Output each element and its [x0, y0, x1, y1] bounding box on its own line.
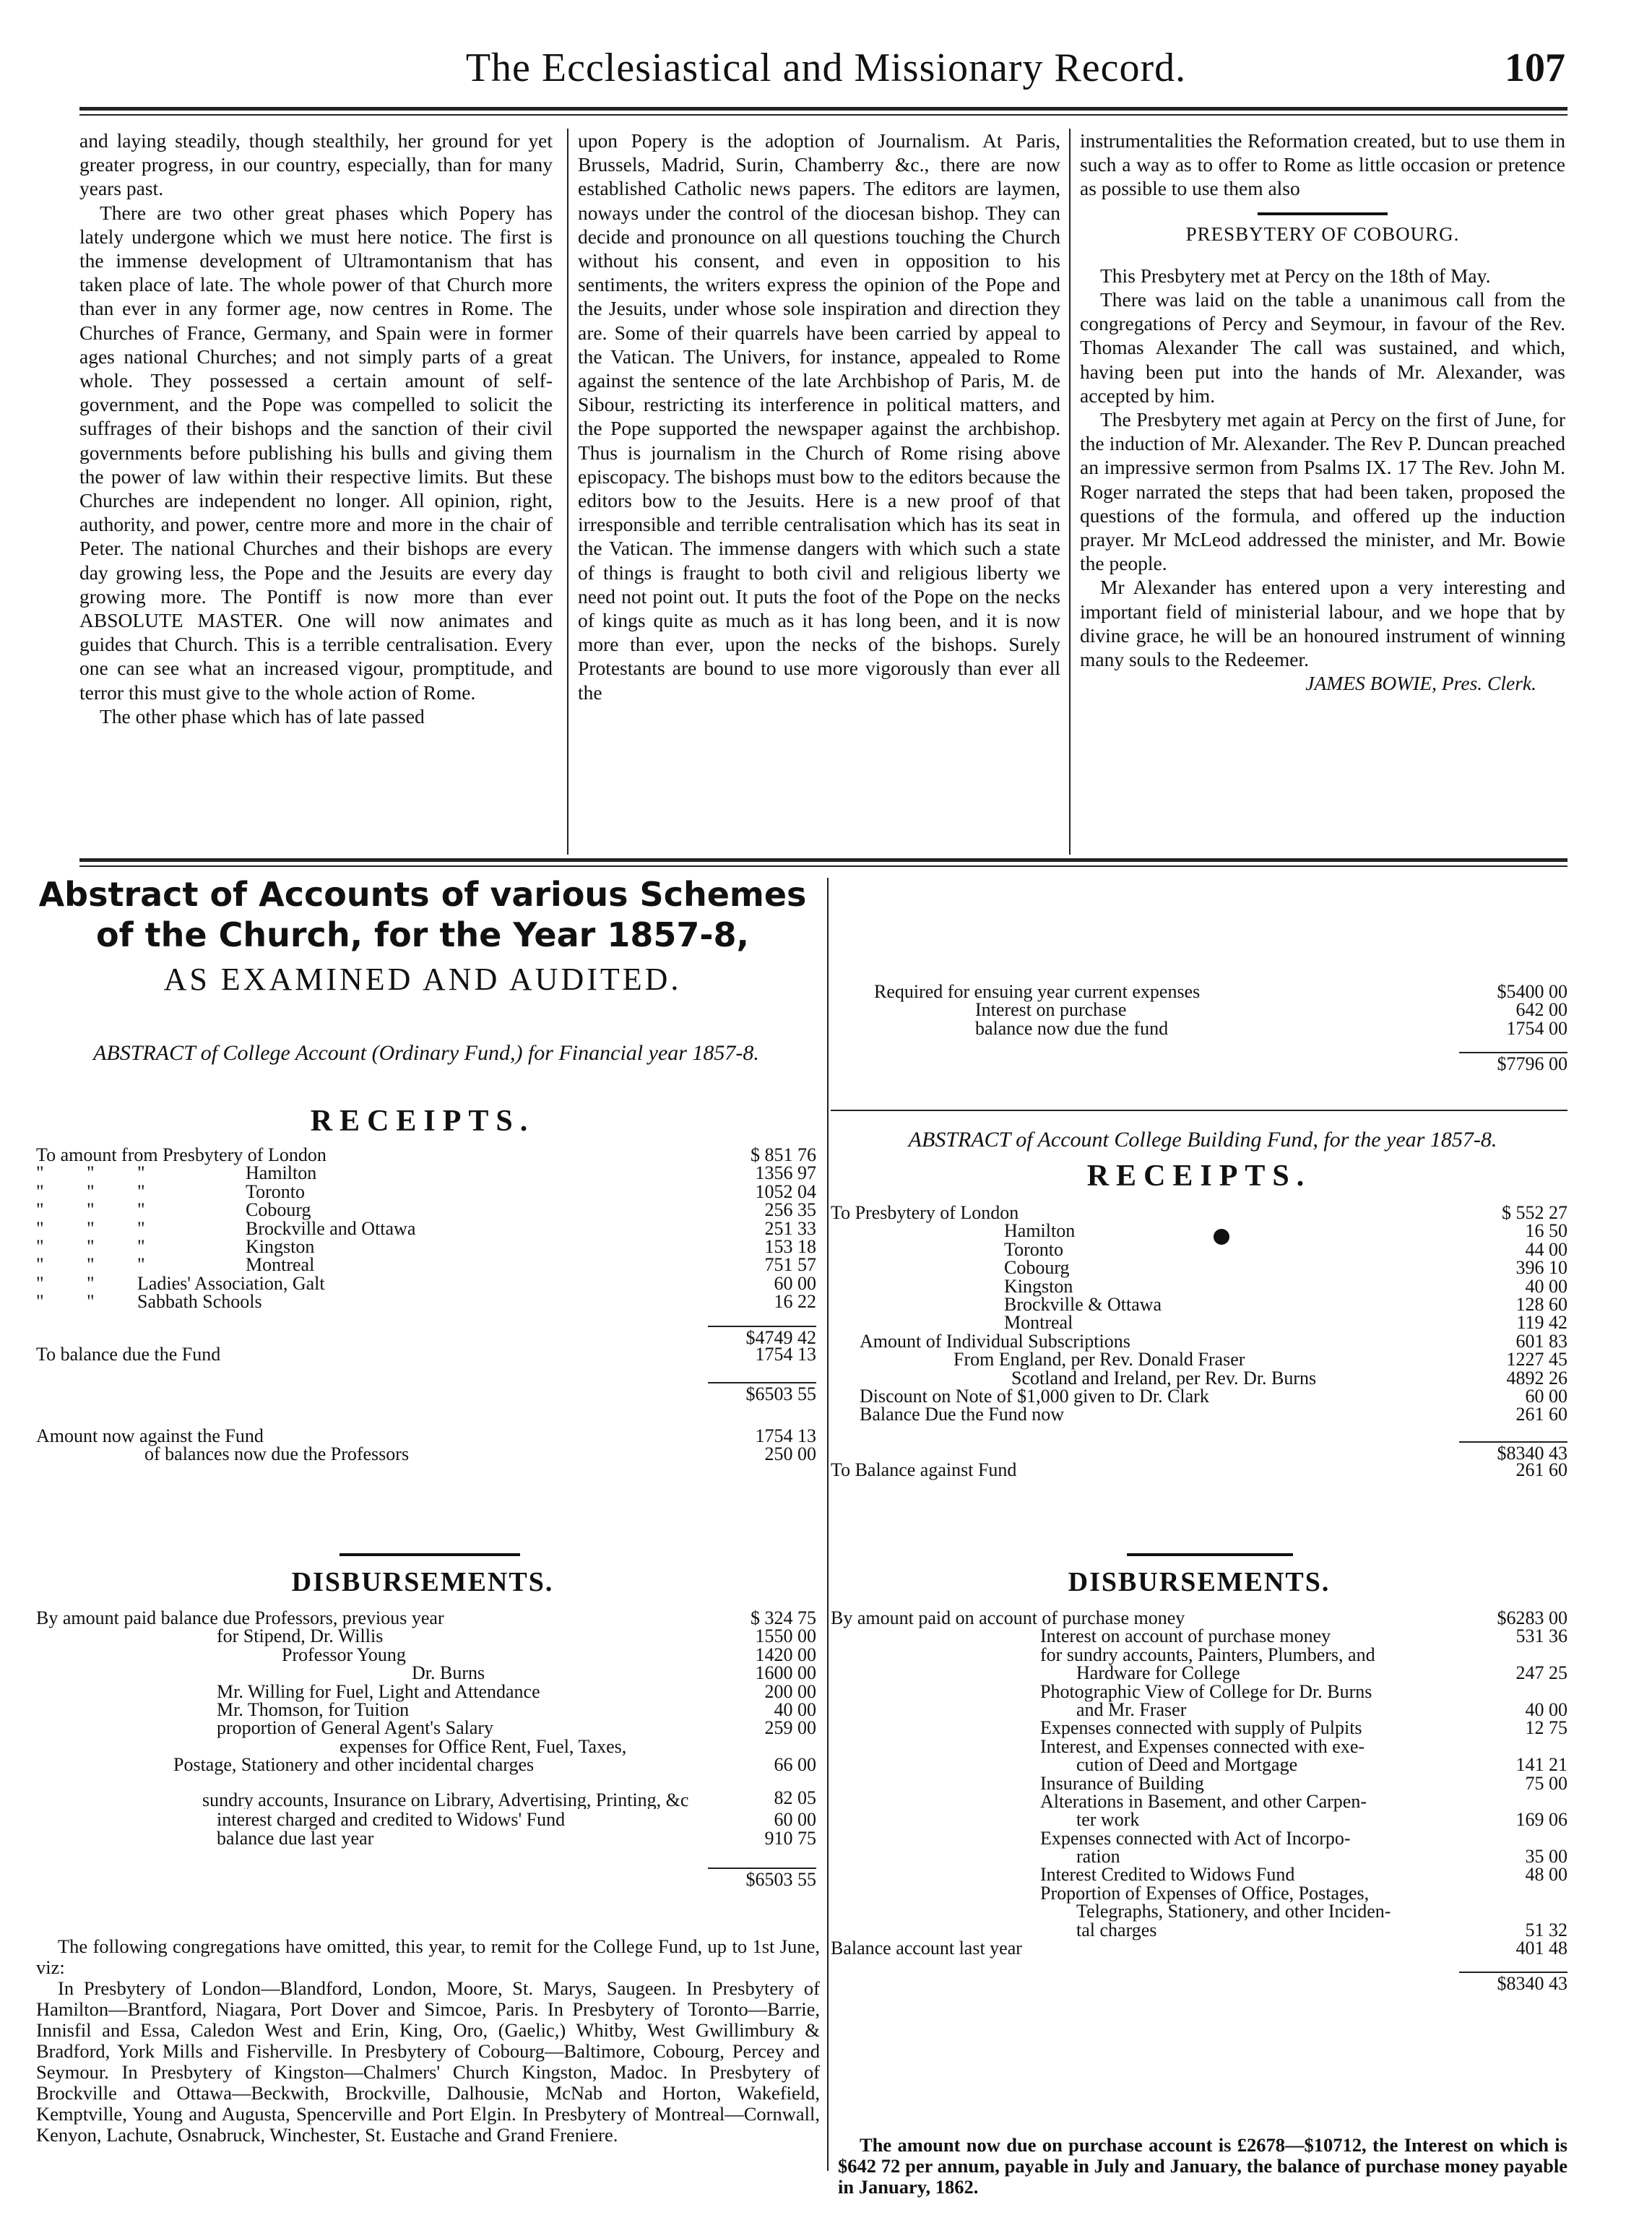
- ledger-desc: expenses for Office Rent, Fuel, Taxes,: [340, 1735, 627, 1757]
- article-paragraph: instrumentalities the Reformation created, but to use them in such a way as to offer to Rome as little occasion or pretence as possible to use them also: [1080, 129, 1565, 200]
- ledger-amount: 60 00: [1525, 1385, 1567, 1407]
- ledger-row: [831, 1367, 1567, 1389]
- ledger-amount: 1052 04: [755, 1180, 816, 1202]
- ledger-desc: Postage, Stationery and other incidental charges: [173, 1754, 535, 1776]
- ledger-row: [831, 1385, 1567, 1407]
- college-receipts-ledger: [36, 1144, 816, 1465]
- ditto-mark: ": [87, 1162, 95, 1184]
- ledger-amount: 261 60: [1515, 1404, 1567, 1425]
- presbytery-heading: PRESBYTERY OF COBOURG.: [1185, 223, 1460, 245]
- ledger-desc: Montreal: [246, 1254, 315, 1276]
- section-ornament-rule: [1258, 212, 1388, 215]
- ledger-row: [831, 1202, 1567, 1223]
- ledger-desc: interest charged and credited to Widows' Fund: [217, 1809, 566, 1831]
- ledger-desc: proportion of General Agent's Salary: [217, 1717, 494, 1739]
- ledger-desc: balance now due the fund: [975, 1017, 1169, 1039]
- ditto-mark: ": [36, 1272, 44, 1294]
- ditto-mark: ": [36, 1291, 44, 1313]
- ledger-amount: 247 25: [1515, 1662, 1567, 1684]
- ledger-desc: Amount of Individual Subscriptions: [860, 1330, 1130, 1352]
- ledger-row: [831, 1625, 1567, 1647]
- ledger-amount: 1550 00: [755, 1625, 816, 1647]
- disbursements-heading: DISBURSEMENTS.: [291, 1567, 554, 1597]
- ditto-mark: ": [36, 1180, 44, 1202]
- ledger-amount: 250 00: [764, 1443, 816, 1465]
- ledger-desc: sundry accounts, Insurance on Library, Advertising, Printing, &c: [202, 1790, 689, 1810]
- ledger-total: $8340 43: [1459, 1972, 1567, 1995]
- ledger-row: [831, 1698, 1567, 1720]
- ledger-desc: Interest Credited to Widows Fund: [1040, 1864, 1295, 1886]
- ledger-row: [36, 1773, 816, 1810]
- receipts-heading: RECEIPTS.: [310, 1105, 535, 1138]
- ledger-desc: Alterations in Basement, and other Carpen-: [1040, 1790, 1367, 1812]
- ledger-desc: Hardware for College: [1076, 1662, 1240, 1684]
- ledger-row: [831, 1754, 1567, 1776]
- ditto-mark: ": [36, 1217, 44, 1239]
- ledger-amount: 16 50: [1525, 1220, 1567, 1242]
- ledger-subtotal-row: [36, 1326, 816, 1348]
- section-rule: [831, 1110, 1567, 1111]
- ditto-mark: ": [87, 1291, 95, 1313]
- ledger-amount: 251 33: [764, 1217, 816, 1239]
- ledger-row: [831, 1293, 1567, 1315]
- ditto-mark: ": [36, 1235, 44, 1257]
- ditto-mark: ": [87, 1235, 95, 1257]
- omitted-note-list: In Presbytery of London—Blandford, London, Moore, St. Marys, Saugeen. In Presbytery of Hamilton—Brantford, Niagara, Port Dover and Simcoe, Paris. In Presbytery of Toronto—Barrie, Innisfil and Essa, Caledon West and Erin, King, Oro, (Gaelic,) Whitby, West Gwillimbury & Bradford, York Mills and Fisherville. In Presbytery of Cobourg—Baltimore, Cobourg, Percey and Seymour. In Presbytery of Kingston—Chalmers' Church Kingston, Madoc. In Presbytery of Brockville and Ottawa—Beckwith, Brockville, Dalhousie, McNab and Horton, Wakefield, Kemptville, Young and Augusta, Spencerville and Port Elgin. In Presbytery of Montreal—Cornwall, Kenyon, Lachute, Osnabruck, Winchester, St. Eustache and Grand Freniere.: [36, 1977, 820, 2146]
- ledger-amount: 1754 00: [1506, 1017, 1567, 1039]
- ditto-mark: ": [87, 1254, 95, 1276]
- ledger-row: [36, 1735, 816, 1757]
- ledger-row: [831, 1920, 1567, 1938]
- page-header-title: The Ecclesiastical and Missionary Record.: [465, 46, 1187, 90]
- footnote-text: The amount now due on purchase account is £2678—$10712, the Interest on which is $642 72 per annum, payable in July and January, the balance of purchase money payable in January, 1862.: [838, 2134, 1567, 2198]
- ledger-amount: 66 00: [774, 1754, 816, 1776]
- ledger-row: [831, 1459, 1567, 1481]
- ledger-amount: 82 05: [774, 1787, 816, 1809]
- ledger-amount: 128 60: [1515, 1293, 1567, 1315]
- ledger-amount: 12 75: [1525, 1717, 1567, 1739]
- ledger-row: [36, 1754, 816, 1776]
- ledger-amount: 259 00: [764, 1717, 816, 1739]
- ledger-row: [36, 1644, 816, 1665]
- ledger-amount: 60 00: [774, 1809, 816, 1831]
- ditto-mark: ": [87, 1217, 95, 1239]
- ledger-row: [36, 1180, 816, 1202]
- ledger-amount: 4892 26: [1506, 1367, 1567, 1389]
- ditto-mark: ": [36, 1254, 44, 1276]
- ledger-amount: 531 36: [1515, 1625, 1567, 1647]
- ditto-mark: ": [137, 1217, 145, 1239]
- ditto-mark: ": [87, 1272, 95, 1294]
- ledger-desc: Mr. Willing for Fuel, Light and Attendance: [217, 1680, 540, 1702]
- ledger-desc: By amount paid on account of purchase money: [831, 1607, 1185, 1628]
- ledger-total-row: [838, 1052, 1567, 1075]
- ledger-amount: 48 00: [1525, 1864, 1567, 1886]
- ledger-total: $6503 55: [708, 1382, 816, 1405]
- ledger-amount: 401 48: [1515, 1938, 1567, 1959]
- ledger-desc: balance due last year: [217, 1827, 374, 1849]
- ledger-desc: Ladies' Association, Galt: [137, 1272, 325, 1294]
- section-rule: [79, 858, 1567, 862]
- ledger-amount: $ 324 75: [751, 1607, 816, 1628]
- ledger-amount: 169 06: [1515, 1809, 1567, 1831]
- ledger-amount: 40 00: [1525, 1275, 1567, 1297]
- ledger-amount: $6283 00: [1497, 1607, 1567, 1628]
- ledger-amount: 75 00: [1525, 1772, 1567, 1794]
- ledger-desc: Insurance of Building: [1040, 1772, 1204, 1794]
- ledger-row: [838, 1017, 1567, 1039]
- ledger-desc: Dr. Burns: [412, 1662, 485, 1684]
- ledger-row: [36, 1217, 816, 1239]
- ledger-desc: cution of Deed and Mortgage: [1076, 1754, 1298, 1776]
- building-receipts-heading: RECEIPTS.: [1086, 1160, 1312, 1193]
- ledger-desc: Kingston: [1004, 1275, 1073, 1297]
- ledger-desc: Discount on Note of $1,000 given to Dr. Clark: [860, 1385, 1209, 1407]
- ledger-desc: To Balance against Fund: [831, 1459, 1017, 1481]
- ledger-amount: 16 22: [774, 1291, 816, 1313]
- ledger-amount: 261 60: [1515, 1459, 1567, 1481]
- article-paragraph: Mr Alexander has entered upon a very interesting and important field of ministerial labour, and we hope that by divine grace, he will be an honoured instrument of winning many souls to the Redeemer.: [1080, 576, 1565, 671]
- ledger-desc: Telegraphs, Stationery, and other Inciden-: [1076, 1901, 1391, 1922]
- header-rule: [79, 107, 1567, 111]
- ledger-row: [831, 1846, 1567, 1868]
- ledger-desc: of balances now due the Professors: [144, 1443, 410, 1465]
- ledger-desc: To amount from Presbytery of London: [36, 1144, 326, 1165]
- building-receipts-ledger: [831, 1202, 1567, 1481]
- section-rule-thin: [79, 865, 1567, 867]
- ledger-row: [36, 1607, 816, 1628]
- article-paragraph: There was laid on the table a unanimous call from the congregations of Percy and Seymour, in favour of the Rev. Thomas Alexander The call was sustained, and which, having been put into the hands of Mr. Alexander, was accepted by him.: [1080, 288, 1565, 407]
- ledger-row: [831, 1330, 1567, 1352]
- ledger-desc: To balance due the Fund: [36, 1343, 221, 1365]
- ledger-row: [831, 1644, 1567, 1665]
- ditto-mark: ": [137, 1199, 145, 1221]
- ledger-row: [831, 1827, 1567, 1849]
- ledger-row: [36, 1625, 816, 1647]
- abstract-headline: Abstract of Accounts of various Schemes of the Church, for the Year 1857-8,: [38, 875, 807, 954]
- ledger-row: [831, 1735, 1567, 1757]
- ledger-amount: 119 42: [1516, 1312, 1567, 1334]
- article-paragraph: and laying steadily, though stealthily, her ground for yet greater progress, in our country, especially, than for many years past.: [79, 129, 553, 200]
- ledger-amount: 910 75: [764, 1827, 816, 1849]
- ledger-desc: Mr. Thomson, for Tuition: [217, 1698, 410, 1720]
- ledger-row: [36, 1680, 816, 1702]
- ledger-row: [36, 1827, 816, 1849]
- ditto-mark: ": [87, 1180, 95, 1202]
- ledger-row: [36, 1162, 816, 1184]
- ledger-desc: Cobourg: [246, 1199, 311, 1221]
- ledger-total-row: [831, 1441, 1567, 1464]
- ditto-mark: ": [137, 1180, 145, 1202]
- ink-blot: [1214, 1229, 1229, 1245]
- ledger-row: [36, 1254, 816, 1276]
- ledger-desc: Montreal: [1004, 1312, 1073, 1334]
- article-column-1: [79, 129, 553, 728]
- college-account-title: ABSTRACT of College Account (Ordinary Fund,) for Financial year 1857-8.: [93, 1041, 759, 1065]
- ledger-amount: 1600 00: [755, 1662, 816, 1684]
- ledger-row: [36, 1698, 816, 1720]
- ledger-desc: Photographic View of College for Dr. Burns: [1040, 1680, 1372, 1702]
- ledger-desc: Brockville & Ottawa: [1004, 1293, 1162, 1315]
- omitted-congregations-note: [36, 1936, 820, 2146]
- college-disbursements-ledger: [36, 1607, 816, 1891]
- ledger-desc: Hamilton: [246, 1162, 317, 1184]
- ledger-amount: $ 552 27: [1502, 1202, 1567, 1223]
- ditto-mark: ": [137, 1254, 145, 1276]
- ledger-row: [831, 1404, 1567, 1425]
- ledger-amount: $ 851 76: [751, 1144, 816, 1165]
- ledger-total: $6503 55: [708, 1868, 816, 1891]
- ledger-desc: Balance Due the Fund now: [860, 1404, 1065, 1425]
- ledger-row: [36, 1343, 816, 1365]
- ledger-row: [831, 1257, 1567, 1279]
- building-fund-title: ABSTRACT of Account College Building Fund, for the year 1857-8.: [908, 1128, 1497, 1152]
- ditto-mark: ": [36, 1162, 44, 1184]
- ledger-desc: Interest on purchase: [975, 999, 1127, 1021]
- ledger-row: [831, 1809, 1567, 1831]
- ditto-mark: ": [137, 1162, 145, 1184]
- ledger-desc: From England, per Rev. Donald Fraser: [953, 1349, 1245, 1370]
- ledger-row: [831, 1864, 1567, 1886]
- ledger-row: [831, 1882, 1567, 1904]
- ledger-total-row: [36, 1382, 816, 1405]
- article-paragraph: upon Popery is the adoption of Journalism. At Paris, Brussels, Madrid, Surin, Chamberry &c., there are now established Catholic news papers. The editors are laymen, noways under the control of the diocesan bishop. They can decide and pronounce on all questions touching the Church without his consent, and even in opposition to his sentiments, the writers express the opinion of the Pope and the Jesuits, under whose sole inspiration and direction they are. Some of their quarrels have been carried by appeal to the Vatican. The Univers, for instance, appealed to Rome against the sentence of the late Archbishop of Paris, M. de Sibour, restricting its interference in political matters, and the Pope supported the newspaper against the archbishop. Thus is journalism in the Church of Rome rising above episcopacy. The bishops must bow to the editors because the editors bow to the Jesuits. Here is a new proof of that irresponsible and terrible centralisation which has its seat in the Vatican. The immense dangers with which such a state of things is fraught to both civil and religious liberty we need not point out. It puts the foot of the Pope on the necks of kings quite as much as it has long been, and it is now more than ever, upon the necks of the bishops. Surely Protestants are bound to use more vigorously than ever all the: [578, 129, 1060, 704]
- ledger-amount: 44 00: [1525, 1238, 1567, 1260]
- ledger-desc: Professor Young: [282, 1644, 406, 1665]
- ledger-desc: Brockville and Ottawa: [246, 1217, 416, 1239]
- omitted-note-intro: The following congregations have omitted, this year, to remit for the College Fund, up to 1st June, viz:: [36, 1935, 820, 1978]
- ledger-total: $8340 43: [1459, 1441, 1567, 1464]
- ledger-amount: 200 00: [764, 1680, 816, 1702]
- ledger-row: [36, 1144, 816, 1165]
- ledger-row: [831, 1238, 1567, 1260]
- ledger-row: [831, 1312, 1567, 1334]
- ledger-row: [36, 1199, 816, 1221]
- ditto-mark: ": [87, 1199, 95, 1221]
- ledger-desc: Interest on account of purchase money: [1040, 1625, 1331, 1647]
- ledger-row: [36, 1809, 816, 1831]
- ledger-amount: 40 00: [1525, 1698, 1567, 1720]
- column-divider: [567, 129, 568, 855]
- ledger-row: [36, 1272, 816, 1294]
- article-column-3: [1080, 129, 1565, 695]
- ledger-desc: and Mr. Fraser: [1076, 1698, 1187, 1720]
- purchase-account-footnote: [838, 2135, 1567, 2198]
- building-disbursements-ledger: [831, 1607, 1567, 1995]
- ledger-amount: 153 18: [764, 1235, 816, 1257]
- ledger-row: [831, 1275, 1567, 1297]
- ledger-row: [838, 981, 1567, 1002]
- ledger-row: [831, 1662, 1567, 1684]
- ledger-amount: 396 10: [1515, 1257, 1567, 1279]
- column-divider: [827, 878, 829, 2171]
- ledger-amount: 1420 00: [755, 1644, 816, 1665]
- ledger-amount: 642 00: [1515, 999, 1567, 1021]
- ledger-desc: for Stipend, Dr. Willis: [217, 1625, 384, 1647]
- article-paragraph: The other phase which has of late passed: [100, 704, 425, 727]
- ledger-row: [831, 1607, 1567, 1628]
- section-ornament-rule: [1127, 1553, 1293, 1556]
- ledger-desc: Hamilton: [1004, 1220, 1076, 1242]
- ledger-desc: Balance account last year: [831, 1938, 1022, 1959]
- ledger-desc: tal charges: [1076, 1919, 1157, 1940]
- ledger-row: [831, 1790, 1567, 1812]
- article-paragraph: The Presbytery met again at Percy on the first of June, for the induction of Mr. Alexander. The Rev P. Duncan preached an impressive sermon from Psalms IX. 17 The Rev. John M. Roger narrated the steps that had been taken, proposed the questions of the formula, and offered up the induction prayer. Mr McLeod addressed the minister, and Mr. Bowie the people.: [1080, 408, 1565, 575]
- ledger-total-row: [831, 1972, 1567, 1995]
- ledger-amount: 60 00: [774, 1272, 816, 1294]
- ledger-row: [831, 1938, 1567, 1959]
- ditto-mark: ": [137, 1235, 145, 1257]
- ditto-mark: ": [36, 1199, 44, 1221]
- article-paragraph: This Presbytery met at Percy on the 18th of May.: [1100, 264, 1491, 287]
- ledger-amount: 1227 45: [1506, 1349, 1567, 1370]
- ledger-amount: 1754 13: [755, 1425, 816, 1446]
- ledger-amount: 751 57: [764, 1254, 816, 1276]
- ledger-desc: Toronto: [246, 1180, 305, 1202]
- ledger-amount: $5400 00: [1497, 981, 1567, 1002]
- ledger-desc: Kingston: [246, 1235, 315, 1257]
- column-divider: [1069, 129, 1071, 855]
- ledger-row: [36, 1662, 816, 1684]
- ledger-row: [831, 1717, 1567, 1739]
- ledger-subtotal: $4749 42: [708, 1326, 816, 1349]
- ledger-desc: Cobourg: [1004, 1257, 1070, 1279]
- ledger-total-row: [36, 1868, 816, 1891]
- ledger-desc: Expenses connected with Act of Incorpo-: [1040, 1827, 1351, 1849]
- ledger-desc: Required for ensuing year current expenses: [874, 981, 1201, 1002]
- ledger-amount: 35 00: [1525, 1846, 1567, 1868]
- ledger-desc: ration: [1076, 1846, 1120, 1868]
- ledger-amount: 1356 97: [755, 1162, 816, 1184]
- ledger-row: [36, 1291, 816, 1313]
- ledger-row: [36, 1717, 816, 1739]
- building-disbursements-heading: DISBURSEMENTS.: [1068, 1567, 1331, 1597]
- ledger-desc: Scotland and Ireland, per Rev. Dr. Burns: [1011, 1367, 1317, 1389]
- ledger-row: [36, 1443, 816, 1465]
- ledger-row: [831, 1772, 1567, 1794]
- ledger-desc: Interest, and Expenses connected with exe-: [1040, 1735, 1365, 1757]
- ledger-amount: 256 35: [764, 1199, 816, 1221]
- ledger-row: [36, 1235, 816, 1257]
- ledger-desc: By amount paid balance due Professors, previous year: [36, 1607, 444, 1628]
- header-rule-thin: [79, 114, 1567, 116]
- ledger-total: $7796 00: [1459, 1052, 1567, 1075]
- ledger-desc: To Presbytery of London: [831, 1202, 1019, 1223]
- ledger-row: [831, 1901, 1567, 1922]
- ledger-row: [831, 1680, 1567, 1702]
- ledger-desc: Toronto: [1004, 1238, 1063, 1260]
- required-expenses-ledger: [838, 981, 1567, 1075]
- ledger-amount: 141 21: [1515, 1754, 1567, 1776]
- ledger-row: [831, 1349, 1567, 1370]
- section-ornament-rule: [340, 1553, 520, 1556]
- ledger-desc: for sundry accounts, Painters, Plumbers, and: [1040, 1644, 1375, 1665]
- ledger-desc: Sabbath Schools: [137, 1291, 262, 1313]
- article-column-2: [578, 129, 1060, 704]
- ledger-amount: 1754 13: [755, 1343, 816, 1365]
- ledger-row: [831, 1220, 1567, 1242]
- ledger-amount: 51 32: [1525, 1919, 1567, 1940]
- ledger-amount: 601 83: [1515, 1330, 1567, 1352]
- ledger-row: [838, 999, 1567, 1021]
- ledger-desc: Expenses connected with supply of Pulpits: [1040, 1717, 1362, 1739]
- page-number: 107: [1505, 46, 1565, 90]
- signature: JAMES BOWIE, Pres. Clerk.: [1305, 672, 1536, 695]
- ledger-desc: Proportion of Expenses of Office, Postages,: [1040, 1882, 1370, 1904]
- ledger-desc: ter work: [1076, 1809, 1140, 1831]
- ledger-row: [36, 1425, 816, 1446]
- article-paragraph: There are two other great phases which Popery has lately undergone which we must here notice. The first is the immense development of Ultramontanism that has taken place of late. The whole power of that Church more than ever in any former age, now centres in Rome. The Churches of France, Germany, and Spain were in former ages national Churches; and not simply parts of a great whole. They possessed a certain amount of self-government, and the Pope was compelled to solicit the suffrages of their bishops and the sanction of their civil governments before publishing his bulls and giving them the power of law within their respective limits. But these Churches are independent no longer. All opinion, right, authority, and power, centre more and more in the chair of Peter. The national Churches and their bishops are every day growing less, the Pope and the Jesuits are every day growing more. The Pontiff is now more than ever ABSOLUTE MASTER. One will now animates and guides that Church. This is a terrible centralisation. Every one can see what an increased vigour, promptitude, and terror this must give to the whole action of Rome.: [79, 201, 553, 704]
- ledger-desc: Amount now against the Fund: [36, 1425, 264, 1446]
- ledger-amount: 40 00: [774, 1698, 816, 1720]
- abstract-subheadline: AS EXAMINED AND AUDITED.: [163, 962, 682, 997]
